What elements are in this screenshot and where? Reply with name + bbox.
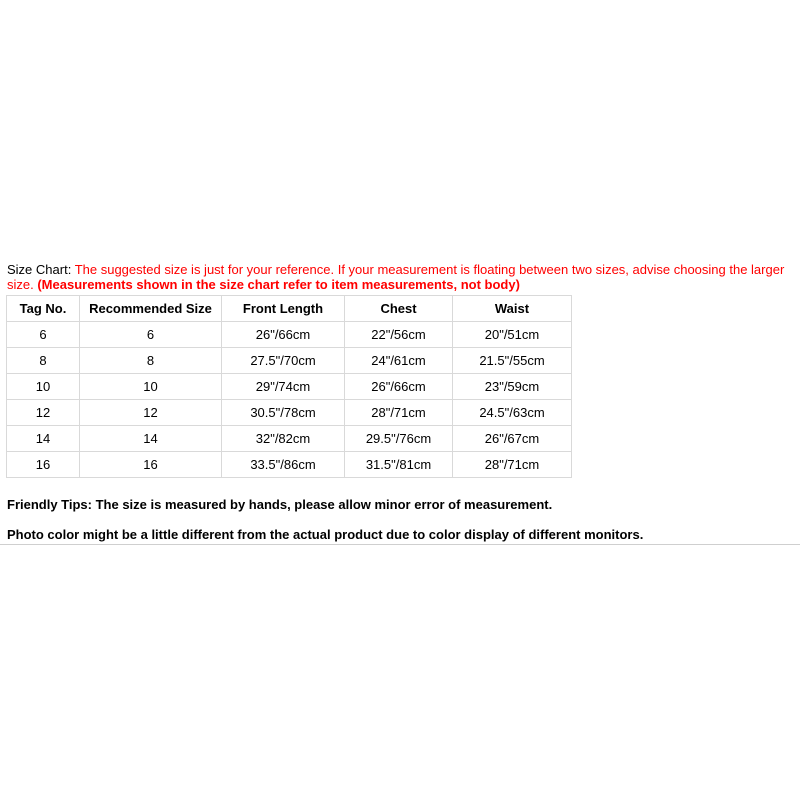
divider	[0, 544, 800, 545]
cell-chest: 22"/56cm	[345, 322, 453, 348]
cell-front-length: 32"/82cm	[222, 426, 345, 452]
size-chart-section	[7, 262, 793, 478]
cell-front-length: 27.5"/70cm	[222, 348, 345, 374]
table-row	[7, 374, 572, 400]
cell-waist: 23"/59cm	[453, 374, 572, 400]
table-row	[7, 322, 572, 348]
cell-chest: 26"/66cm	[345, 374, 453, 400]
cell-waist: 28"/71cm	[453, 452, 572, 478]
friendly-tips: Friendly Tips: The size is measured by hands, please allow minor error of measurement.	[7, 497, 553, 512]
cell-recommended-size: 14	[80, 426, 222, 452]
cell-front-length: 33.5"/86cm	[222, 452, 345, 478]
cell-waist: 20"/51cm	[453, 322, 572, 348]
photo-color-note: Photo color might be a little different from the actual product due to color display of different monitors.	[7, 527, 644, 542]
header-chest: Chest	[345, 296, 453, 322]
size-chart-emphasis: (Measurements shown in the size chart refer to item measurements, not body)	[37, 277, 520, 292]
table-row	[7, 348, 572, 374]
cell-recommended-size: 6	[80, 322, 222, 348]
cell-chest: 28"/71cm	[345, 400, 453, 426]
cell-tag-no: 12	[7, 400, 80, 426]
cell-front-length: 29"/74cm	[222, 374, 345, 400]
cell-chest: 31.5"/81cm	[345, 452, 453, 478]
table-header-row	[7, 296, 572, 322]
cell-chest: 24"/61cm	[345, 348, 453, 374]
size-table	[6, 295, 572, 478]
table-row	[7, 426, 572, 452]
cell-tag-no: 14	[7, 426, 80, 452]
header-recommended-size: Recommended Size	[80, 296, 222, 322]
size-chart-label: Size Chart	[7, 262, 68, 277]
cell-tag-no: 10	[7, 374, 80, 400]
cell-recommended-size: 10	[80, 374, 222, 400]
cell-tag-no: 6	[7, 322, 80, 348]
cell-tag-no: 8	[7, 348, 80, 374]
header-waist: Waist	[453, 296, 572, 322]
size-chart-note: The suggested size is just for your reference. If your measurement is floating between two sizes, advise choosing the larger size.	[7, 262, 785, 292]
cell-recommended-size: 12	[80, 400, 222, 426]
cell-front-length: 26"/66cm	[222, 322, 345, 348]
table-row	[7, 400, 572, 426]
cell-front-length: 30.5"/78cm	[222, 400, 345, 426]
cell-waist: 21.5"/55cm	[453, 348, 572, 374]
cell-recommended-size: 8	[80, 348, 222, 374]
cell-waist: 26"/67cm	[453, 426, 572, 452]
table-row	[7, 452, 572, 478]
size-chart-intro	[7, 262, 793, 292]
cell-tag-no: 16	[7, 452, 80, 478]
header-tag-no: Tag No.	[7, 296, 80, 322]
header-front-length: Front Length	[222, 296, 345, 322]
cell-recommended-size: 16	[80, 452, 222, 478]
cell-chest: 29.5"/76cm	[345, 426, 453, 452]
size-chart-separator: :	[67, 262, 75, 277]
cell-waist: 24.5"/63cm	[453, 400, 572, 426]
